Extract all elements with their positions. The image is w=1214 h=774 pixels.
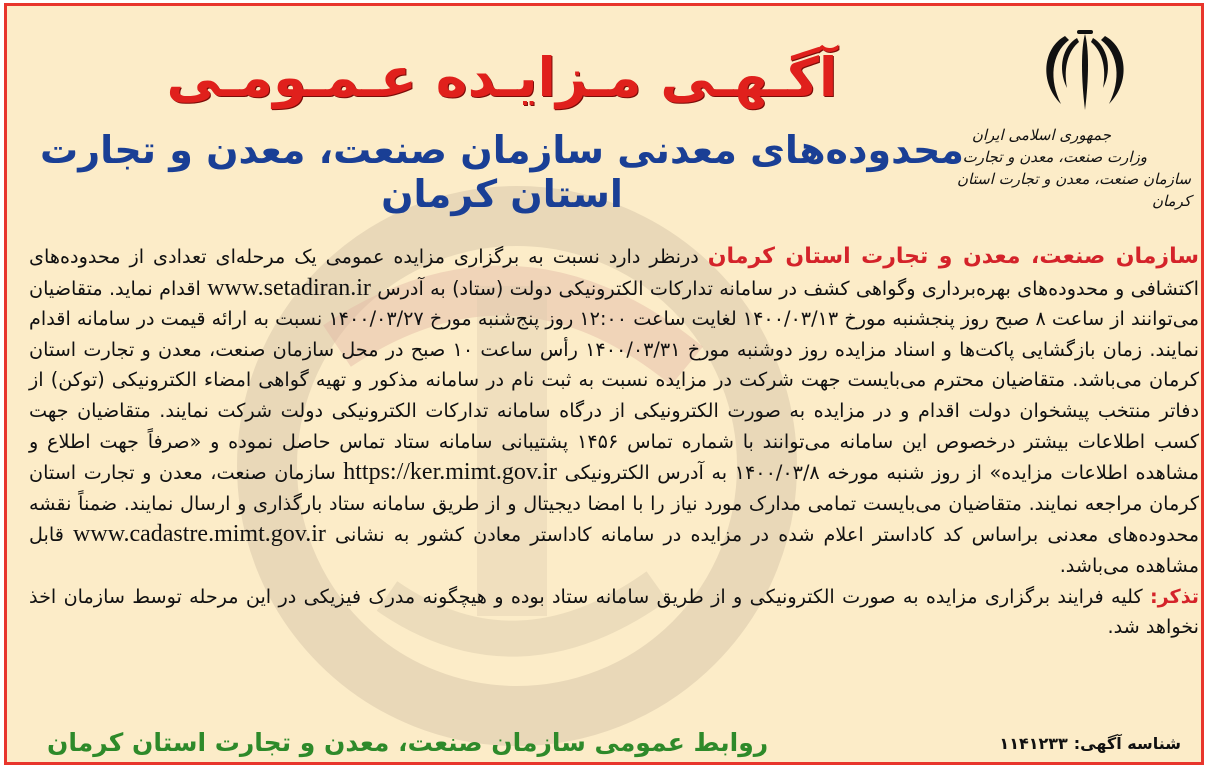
body-part-2: اقدام نماید. متقاضیان می‌توانند از ساعت ۸ صبح روز پنجشنبه مورخ ۱۴۰۰/۰۳/۱۳ لغایت ساعت ۱۲:۰۰ روز پنج‌شنبه مورخ ۱۴۰۰/۰۳/۲۷ نسبت به ارائه قیمت در سامانه اقدام نمایند. زمان بازگشایی پاکت‌ها و اسناد مزایده روز دوشنبه مورخ ۱۴۰۰/۰۳/۳۱ رأس ساعت ۱۰ صبح در محل سازمان صنعت، معدن و تجارت استان کرمان می‌باشد. متقاضیان محترم می‌بایست جهت شرکت در مزایده نسبت به ثبت نام در سامانه مذکور و تهیه گواهی امضاء الکترونیکی (توکن) از دفاتر منتخب پیشخوان دولت اقدام و در مزایده به صورت الکترونیکی از درگاه سامانه تدارکات الکترونیکی دولت شرکت نمایند. متقاضیان جهت کسب اطلاعات بیشتر درخصوص این سامانه می‌توانند با شماره تماس ۱۴۵۶ پشتیبانی سامانه ستاد تماس حاصل نموده و «صرفاً جهت اطلاع و مشاهده اطلاعات مزایده» از روز شنبه مورخه ۱۴۰۰/۰۳/۸ به آدرس الکترونیکی (29, 276, 1200, 485)
ad-body (29, 242, 1199, 643)
public-relations-signature: روابط عمومی سازمان صنعت، معدن و تجارت استان کرمان (47, 728, 769, 757)
note-text: کلیه فرایند برگزاری مزایده به صورت الکترونیکی و از طریق سامانه ستاد بوده و هیچگونه مدرک فیزیکی در این مرحله توسط سازمان اخذ نخواهد شد. (29, 584, 1199, 639)
iran-emblem-icon (1037, 28, 1133, 120)
issuer-letterhead (931, 124, 1191, 212)
body-part-4: قابل مشاهده می‌باشد. (29, 523, 1199, 577)
body-part-1: درنظر دارد نسبت به برگزاری مزایده عمومی یک مرحله‌ای تعدادی از محدوده‌های اکتشافی و محدوده‌های بهره‌برداری وگواهی کشف در سامانه تدارکات الکترونیکی دولت (ستاد) به آدرس (29, 245, 1199, 300)
auction-advertisement (4, 3, 1204, 765)
republic-line: جمهوری اسلامی ایران (971, 126, 1111, 144)
ministry-line: وزارت صنعت، معدن و تجارت (962, 148, 1147, 166)
note-label: تذکر: (1149, 584, 1199, 608)
ker-url-link[interactable]: https://ker.mimt.gov.ir (343, 459, 558, 486)
ad-id (999, 734, 1187, 753)
cadastre-url-link[interactable]: www.cadastre.mimt.gov.ir (73, 521, 326, 548)
setad-url-link[interactable]: www.setadiran.ir (207, 274, 371, 301)
ad-id-value: ۱۱۴۱۲۳۳ (999, 734, 1068, 753)
org-highlight: سازمان صنعت، معدن و تجارت استان کرمان (707, 244, 1199, 269)
body-part-3: سازمان صنعت، معدن و تجارت استان کرمان مراجعه نمایند. متقاضیان می‌بایست تمامی مدارک مورد نیاز را با امضا دیجیتال و از طریق سامانه ستاد بارگذاری و ارسال نمایند. ضمناً نقشه محدوده‌های معدنی براساس کد کاداستر اعلام شده در مزایده در سامانه کاداستر معادن کشور به نشانی (29, 461, 1199, 547)
ad-id-label: شناسه آگهی: (1073, 734, 1181, 753)
ad-subheadline: محدوده‌های معدنی سازمان صنعت، معدن و تجارت استان کرمان (40, 128, 964, 216)
organization-line: سازمان صنعت، معدن و تجارت استان کرمان (957, 170, 1191, 210)
ad-headline: آگـهـی مـزایـده عـمـومـی (166, 46, 838, 109)
